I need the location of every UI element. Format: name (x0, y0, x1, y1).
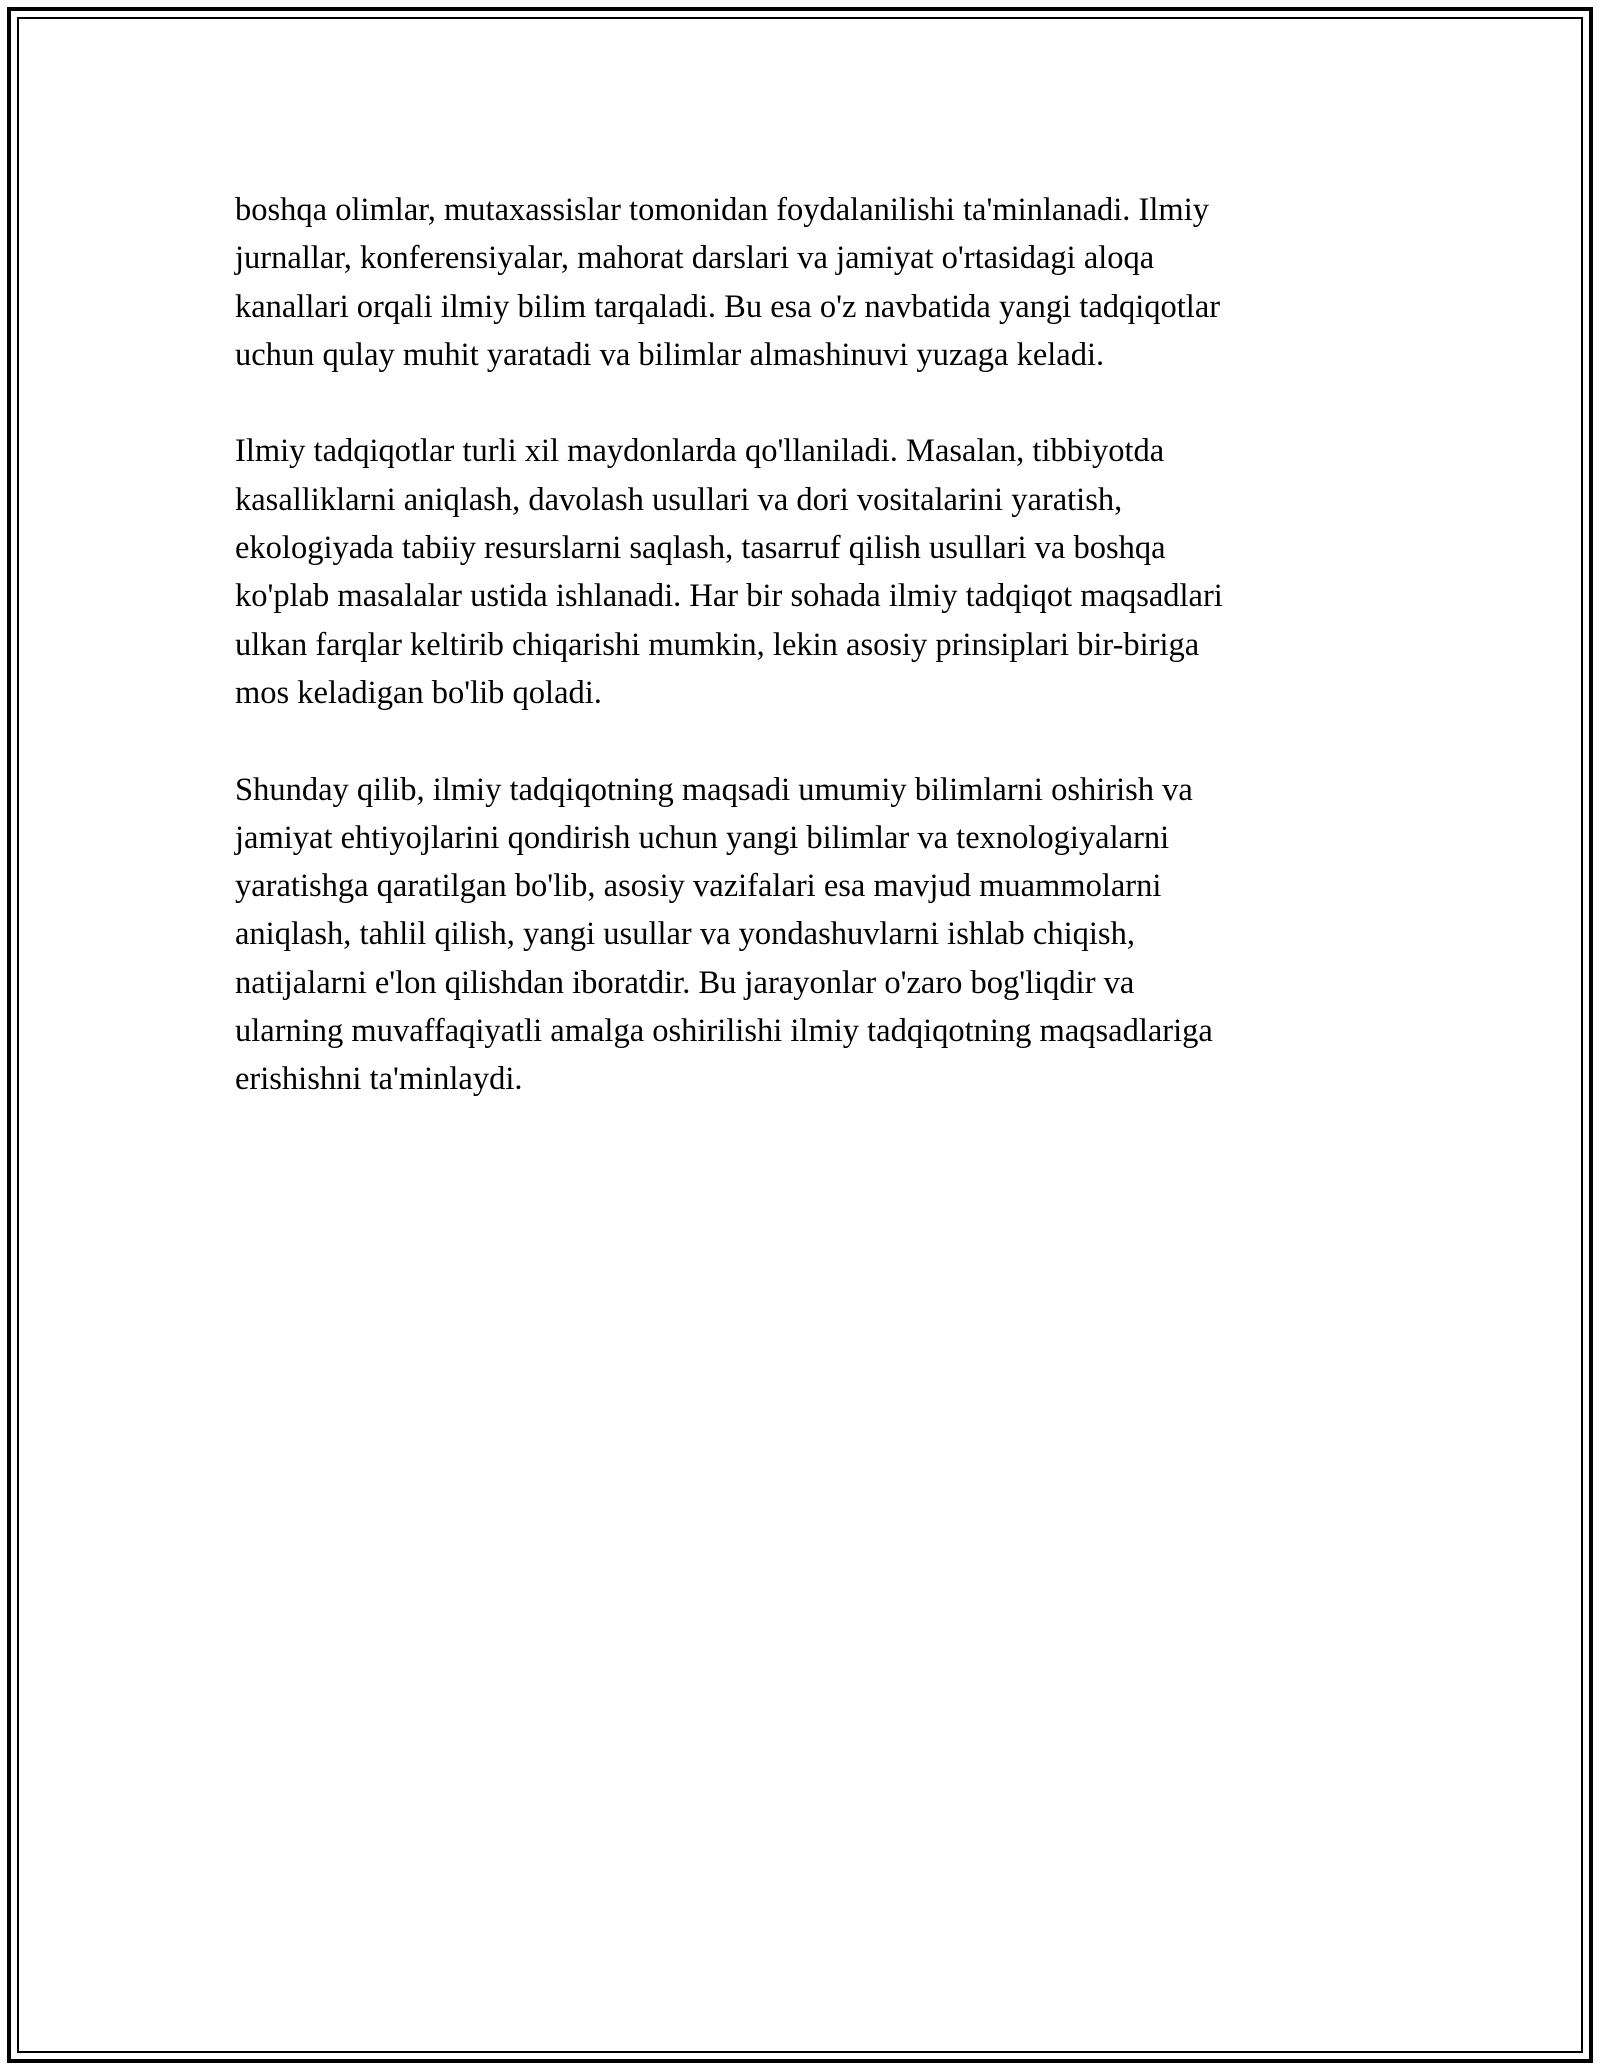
document-body (235, 186, 1365, 1152)
text-line: Ilmiy tadqiqotlar turli xil maydonlarda qo'llaniladi. Masalan, tibbiyotda (235, 433, 1165, 470)
paragraph-3 (235, 766, 1365, 1104)
paragraph-1 (235, 186, 1365, 379)
text-line: uchun qulay muhit yaratadi va bilimlar almashinuvi yuzaga keladi. (235, 336, 1105, 373)
text-line: ularning muvaffaqiyatli amalga oshirilishi ilmiy tadqiqotning maqsadlariga (235, 1013, 1213, 1050)
text-line: ekologiyada tabiiy resurslarni saqlash, tasarruf qilish usullari va boshqa (235, 530, 1166, 567)
text-line: boshqa olimlar, mutaxassislar tomonidan foydalanilishi ta'minlanadi. Ilmiy (235, 192, 1209, 228)
text-line: yaratishga qaratilgan bo'lib, asosiy vazifalari esa mavjud muammolarni (235, 868, 1162, 905)
text-line: kanallari orqali ilmiy bilim tarqaladi. Bu esa o'z navbatida yangi tadqiqotlar (235, 288, 1221, 325)
paragraph-2 (235, 427, 1365, 717)
text-line: Shunday qilib, ilmiy tadqiqotning maqsadi umumiy bilimlarni oshirish va (235, 771, 1193, 808)
text-line: natijalarni e'lon qilishdan iboratdir. Bu jarayonlar o'zaro bog'liqdir va (235, 964, 1135, 1001)
text-line: mos keladigan bo'lib qoladi. (235, 674, 602, 711)
text-line: ko'plab masalalar ustida ishlanadi. Har bir sohada ilmiy tadqiqot maqsadlari (235, 578, 1223, 615)
text-line: jamiyat ehtiyojlarini qondirish uchun yangi bilimlar va texnologiyalarni (235, 819, 1170, 856)
text-line: jurnallar, konferensiyalar, mahorat darslari va jamiyat o'rtasidagi aloqa (235, 240, 1155, 277)
text-line: aniqlash, tahlil qilish, yangi usullar va yondashuvlarni ishlab chiqish, (235, 916, 1135, 953)
text-line: kasalliklarni aniqlash, davolash usullari va dori vositalarini yaratish, (235, 481, 1123, 518)
text-line: ulkan farqlar keltirib chiqarishi mumkin, lekin asosiy prinsiplari bir-biriga (235, 626, 1200, 663)
text-line: erishishni ta'minlaydi. (235, 1061, 523, 1098)
